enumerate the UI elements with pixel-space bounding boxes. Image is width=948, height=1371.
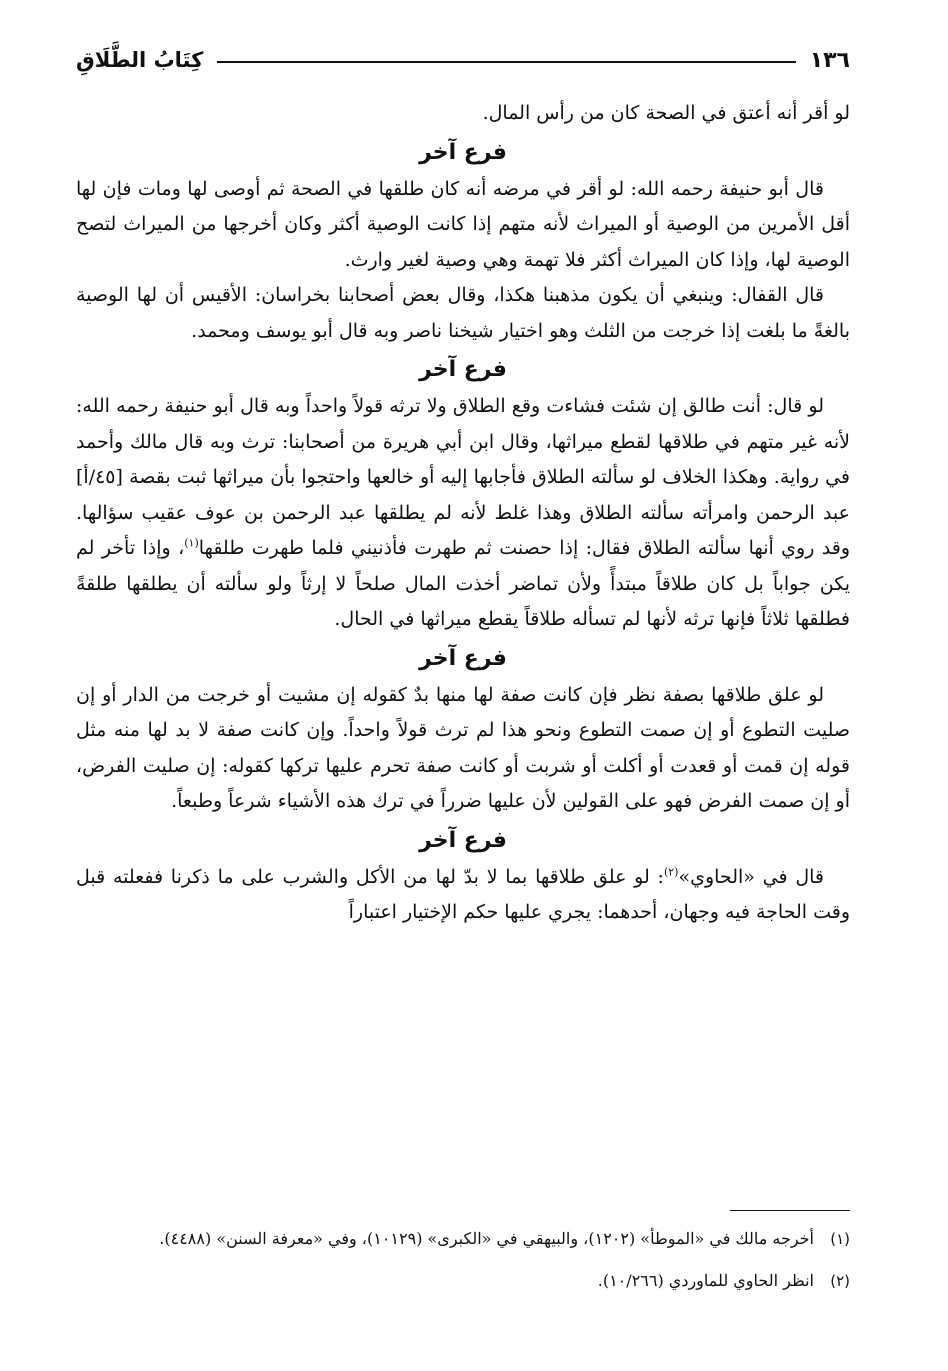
footnote-ref-2: (٢) [663, 865, 679, 879]
section-heading-4: فرع آخر [419, 827, 507, 853]
paragraph-1: لو أقر أنه أعتق في الصحة كان من رأس المال. [482, 102, 850, 124]
book-page [76, 40, 850, 1351]
paragraph-3: قال القفال: وينبغي أن يكون مذهبنا هكذا، وقال بعض أصحابنا بخراسان: الأقيس أن لها الوصية بالغةً ما بلغت إذا خرجت من الثلث وهو اختيار شيخنا ناصر وبه قال أبو يوسف ومحمد. [76, 284, 850, 342]
section-heading-2: فرع آخر [419, 357, 507, 382]
paragraph-4 [76, 389, 850, 638]
section-heading-1: فرع آخر [419, 139, 507, 165]
footnote-ref-1: (١) [184, 536, 199, 550]
paragraph-6-part-a: قال في «الحاوي» [678, 865, 824, 888]
footnote-2 [76, 1267, 850, 1295]
footnote-number: (١) [830, 1230, 850, 1248]
paragraph-4-part-a: لو قال: أنت طالق إن شئت فشاءت وقع الطلاق ولا ترثه قولاً واحداً وبه قال أبو حنيفة رحمه الله: لأنه غير متهم في طلاقها لقطع ميراثها، وقال ابن أبي هريرة من أصحابنا: ترث وبه قال مالك وأحمد في رواية. وهكذا الخلاف لو سألته الطلاق فأجابها إليه أو خالعها واحتجوا بأن ميراثها ثبت بقصة [٤٥/أ] عبد الرحمن وامرأته سألته الطلاق وهذا غلط لأنه لم يطلقها عبد الرحمن بن عوف عقيب سؤالها. وقد روي أنها سألته الطلاق فقال: إذا حصنت ثم طهرت فأذنيني فلما طهرت طلقها [76, 395, 850, 559]
paragraph-2: قال أبو حنيفة رحمه الله: لو أقر في مرضه أنه كان طلقها في الصحة ثم أوصى لها ومات فإن لها أقل الأمرين من الوصية أو الميراث لأنه متهم إذا كانت الوصية أكثر وكان أخرجها من الميراث لتصح الوصية لها، وإذا كان الميراث أكثر فلا تهمة وهي وصية لغير وارث. [76, 177, 850, 271]
section-heading-3: فرع آخر [419, 645, 507, 671]
footnote-number: (٢) [830, 1272, 850, 1290]
footnote-1 [76, 1225, 850, 1253]
paragraph-6 [76, 860, 850, 931]
paragraph-6-part-b: : لو علق طلاقها بما لا بدّ لها من الأكل والشرب على ما ذكرنا ففعلته قبل وقت الحاجة فيه وجهان، أحدهما: يجري عليها حكم الإختيار اعتباراً [76, 865, 850, 923]
running-header [76, 40, 850, 80]
paragraph-5: لو علق طلاقها بصفة نظر فإن كانت صفة لها منها بدٌ كقوله إن مشيت أو خرجت من الدار أو إن صليت التطوع أو إن صمت التطوع ونحو هذا لم ترث قولاً واحداً. وإن كانت صفة لا بد لها منه مثل قوله إن قمت أو قعدت أو أكلت أو شربت أو كانت صفة تحرم عليها تركها كقوله: إن صليت الفرض، أو إن صمت الفرض فهو على القولين لأن عليها ضرراً في ترك هذه الأشياء شرعاً وطبعاً. [76, 683, 850, 812]
footnote-text: أخرجه مالك في «الموطأ» (١٢٠٢)، والبيهقي في «الكبرى» (١٠١٢٩)، وفي «معرفة السنن» (٤٤٨٨). [159, 1229, 814, 1248]
page-number: ١٣٦ [809, 47, 850, 73]
footnote-text: انظر الحاوي للماوردي (١٠/٢٦٦). [597, 1271, 814, 1290]
book-title: كِتَابُ الطَّلَاقِ [76, 48, 204, 72]
main-text [76, 96, 850, 931]
header-rule [217, 61, 795, 63]
footnote-separator [730, 1210, 850, 1211]
footnotes [76, 1225, 850, 1309]
paragraph-4-part-b: ، وإذا تأخر لم يكن جواباً بل كان طلاقاً مبتدأً ولأن تماضر أخذت المال صلحاً لا إرثاً ولو سألته أن يطلقها طلقةً فطلقها ثلاثاً فإنها ترثه لأنها لم تسأله طلاقاً يقطع ميراثها في الحال. [76, 537, 850, 630]
